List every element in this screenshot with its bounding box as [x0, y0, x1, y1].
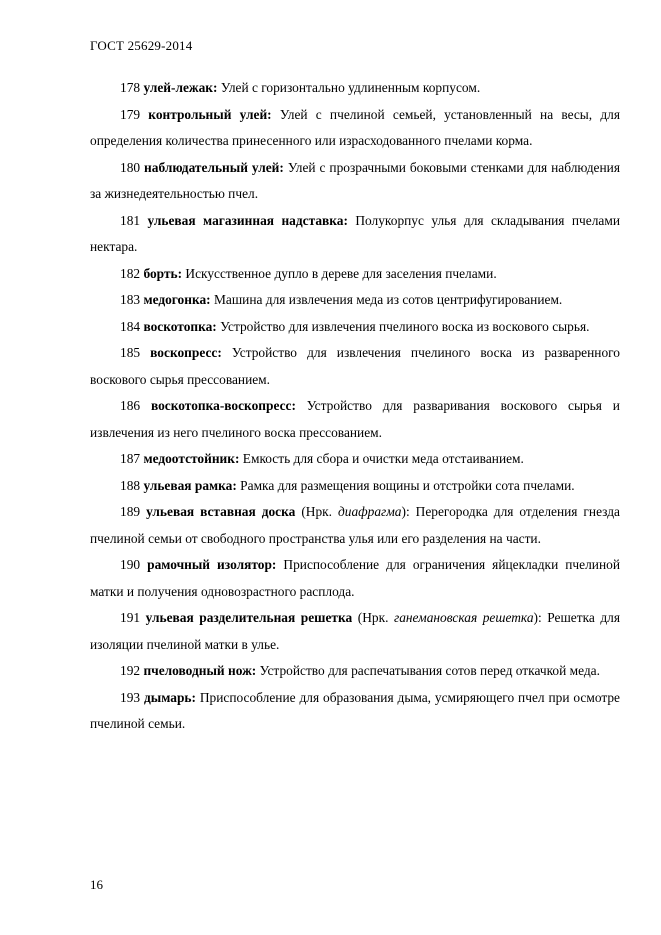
entry-179: [90, 102, 620, 155]
entry-definition: Улей с прозрачными боковыми стенками для наблюдения за жизнедеятельностью пчел.: [90, 159, 620, 201]
entry-definition: Приспособление для ограничения яйцекладки пчелиной матки и получения одновозрастного расплода.: [90, 557, 620, 599]
entry-definition: Устройство для извлечения пчелиного воска из воскового сырья.: [220, 318, 590, 334]
entry-definition: Улей с горизонтально удлиненным корпусом.: [220, 80, 481, 95]
entry-definition: Полукорпус улья для складывания пчелами нектара.: [90, 212, 620, 254]
entry-188: [90, 473, 620, 500]
entry-number: 190: [120, 557, 141, 572]
entry-term: ульевая вставная доска: [146, 504, 296, 519]
entries-list: [90, 75, 620, 738]
document-header: [90, 38, 192, 54]
entry-definition: Устройство для извлечения пчелиного воска из разваренного воскового сырья прессованием.: [90, 345, 620, 387]
entry-term: воскотопка-воскопресс:: [150, 398, 296, 413]
entry-number: 191: [120, 610, 141, 625]
page-number: 16: [90, 877, 103, 892]
entry-187: [90, 446, 620, 473]
entry-182: [90, 261, 620, 288]
entry-term: медоотстойник:: [143, 451, 240, 466]
entry-definition: Емкость для сбора и очистки меда отстаиванием.: [242, 451, 524, 466]
entry-term: воскотопка:: [143, 318, 217, 334]
entry-term: пчеловодный нож:: [143, 663, 257, 678]
entry-186: [90, 393, 620, 446]
entry-number: 188: [120, 477, 141, 493]
entry-definition: Устройство для распечатывания сотов перед откачкой меда.: [259, 663, 600, 678]
entry-191: [90, 605, 620, 658]
entry-180: [90, 155, 620, 208]
entry-term: ульевая магазинная надставка:: [147, 212, 348, 228]
entry-definition: Устройство для разваривания воскового сырья и извлечения из него пчелиного воска прессованием.: [90, 398, 620, 440]
entry-term: воскопресс:: [150, 345, 222, 360]
entry-189: [90, 499, 620, 552]
entry-abbr-close: ):: [533, 610, 542, 625]
entry-190: [90, 552, 620, 605]
entry-definition: Решетка для изоляции пчелиной матки в улье.: [90, 610, 621, 652]
document-id: ГОСТ 25629-2014: [90, 38, 193, 53]
entry-number: 179: [120, 106, 141, 122]
entry-definition: Приспособление для образования дыма, усмиряющего пчел при осмотре пчелиной семьи.: [90, 689, 620, 731]
entry-term: рамочный изолятор:: [147, 557, 277, 572]
entry-definition: Рамка для размещения вощины и отстройки сота пчелами.: [240, 477, 575, 493]
entry-number: 186: [120, 398, 141, 413]
entry-synonym: диафрагма: [337, 504, 402, 519]
entry-number: 187: [120, 451, 141, 466]
entry-abbr-open: (Нрк.: [301, 504, 332, 519]
entry-term: дымарь:: [144, 689, 196, 705]
entry-number: 180: [120, 159, 141, 175]
page-footer: [90, 877, 103, 893]
entry-term: улей-лежак:: [143, 80, 218, 95]
entry-number: 184: [120, 318, 141, 334]
entry-number: 178: [120, 80, 141, 95]
entry-abbr-open: (Нрк.: [357, 610, 389, 625]
entry-term: медогонка:: [143, 292, 211, 307]
entry-term: борть:: [143, 265, 183, 281]
entry-definition: Перегородка для отделения гнезда пчелиной семьи от свободного пространства улья или его разделения на части.: [90, 504, 620, 546]
entry-abbr-close: ):: [401, 504, 410, 519]
entry-178: [90, 75, 620, 102]
entry-term: контрольный улей:: [148, 106, 272, 122]
entry-definition: Улей с пчелиной семьей, установленный на весы, для определения количества принесенного или израсходованного пчелами корма.: [90, 106, 620, 148]
entry-193: [90, 685, 620, 738]
entry-184: [90, 314, 620, 341]
entry-term: ульевая разделительная решетка: [145, 610, 353, 625]
entry-number: 182: [120, 265, 141, 281]
entry-number: 185: [120, 345, 141, 360]
entry-definition: Искусственное дупло в дереве для заселения пчелами.: [185, 265, 497, 281]
entry-definition: Машина для извлечения меда из сотов центрифугированием.: [214, 292, 563, 307]
entry-183: [90, 287, 620, 314]
entry-192: [90, 658, 620, 685]
entry-number: 192: [120, 663, 141, 678]
entry-181: [90, 208, 620, 261]
entry-185: [90, 340, 620, 393]
entry-number: 183: [120, 292, 141, 307]
entry-term: ульевая рамка:: [143, 477, 237, 493]
entry-number: 193: [120, 689, 141, 705]
entry-term: наблюдательный улей:: [144, 159, 284, 175]
entry-number: 181: [120, 212, 141, 228]
entry-number: 189: [120, 504, 141, 519]
entry-synonym: ганемановская решетка: [393, 610, 534, 625]
